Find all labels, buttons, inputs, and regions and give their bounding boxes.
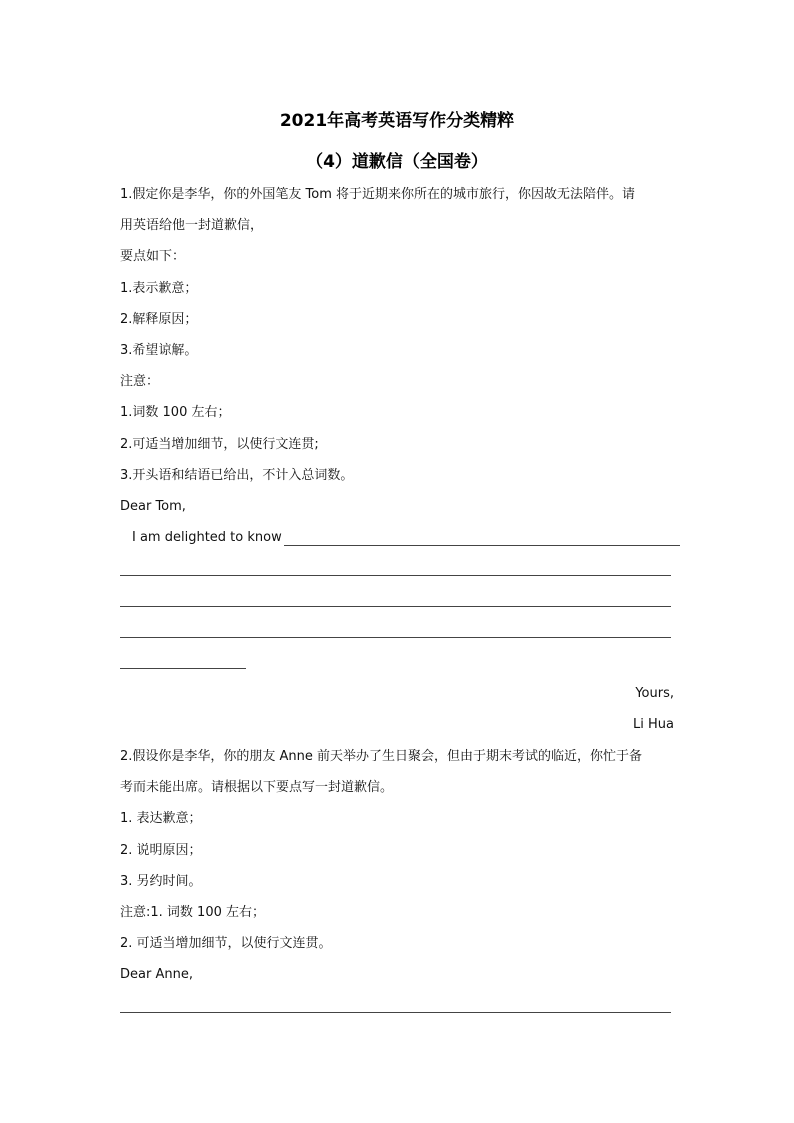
q1-note-3: 3.开头语和结语已给出，不计入总词数。 bbox=[120, 468, 354, 483]
q1-prompt-line1: 1.假定你是李华，你的外国笔友 Tom 将于近期来你所在的城市旅行，你因故无法陪伴。请 bbox=[120, 187, 636, 202]
q1-point-1: 1.表示歉意； bbox=[120, 281, 198, 296]
q2-salutation: Dear Anne, bbox=[120, 967, 193, 982]
q1-salutation: Dear Tom, bbox=[120, 499, 186, 514]
q1-note-1: 1.词数 100 左右； bbox=[120, 405, 231, 420]
q1-points-heading: 要点如下： bbox=[120, 249, 186, 264]
document-title: 2021年高考英语写作分类精粹 bbox=[279, 111, 515, 131]
q1-point-3: 3.希望谅解。 bbox=[120, 343, 198, 358]
q1-closing: Yours, bbox=[635, 686, 674, 701]
q1-signature: Li Hua bbox=[633, 717, 674, 732]
q1-answer-line-2[interactable] bbox=[120, 606, 671, 607]
q2-point-3: 3. 另约时间。 bbox=[120, 874, 202, 889]
q1-note-2: 2.可适当增加细节，以使行文连贯; bbox=[120, 437, 319, 452]
q2-prompt-line1: 2.假设你是李华，你的朋友 Anne 前天举办了生日聚会，但由于期末考试的临近，你忙于备 bbox=[120, 749, 643, 764]
q2-point-2: 2. 说明原因； bbox=[120, 843, 202, 858]
q2-prompt-line2: 考而未能出席。请根据以下要点写一封道歉信。 bbox=[120, 780, 394, 795]
q1-point-2: 2.解释原因； bbox=[120, 312, 198, 327]
q1-prompt-line2: 用英语给他一封道歉信， bbox=[120, 218, 264, 233]
q1-answer-line-3[interactable] bbox=[120, 637, 671, 638]
q1-opening-text: I am delighted to know bbox=[132, 530, 282, 545]
q1-answer-line-1[interactable] bbox=[120, 575, 671, 576]
document-subtitle: （4）道歉信（全国卷） bbox=[306, 152, 488, 172]
q2-answer-line-1[interactable] bbox=[120, 1012, 671, 1013]
q2-note-2: 2. 可适当增加细节，以使行文连贯。 bbox=[120, 936, 332, 951]
q1-opening-line bbox=[132, 530, 674, 546]
q2-note-1: 注意:1. 词数 100 左右； bbox=[120, 905, 265, 920]
q2-point-1: 1. 表达歉意； bbox=[120, 811, 202, 826]
q1-answer-blank-inline[interactable] bbox=[284, 533, 680, 546]
q1-notes-heading: 注意： bbox=[120, 374, 160, 389]
q1-answer-line-4[interactable] bbox=[120, 668, 246, 669]
